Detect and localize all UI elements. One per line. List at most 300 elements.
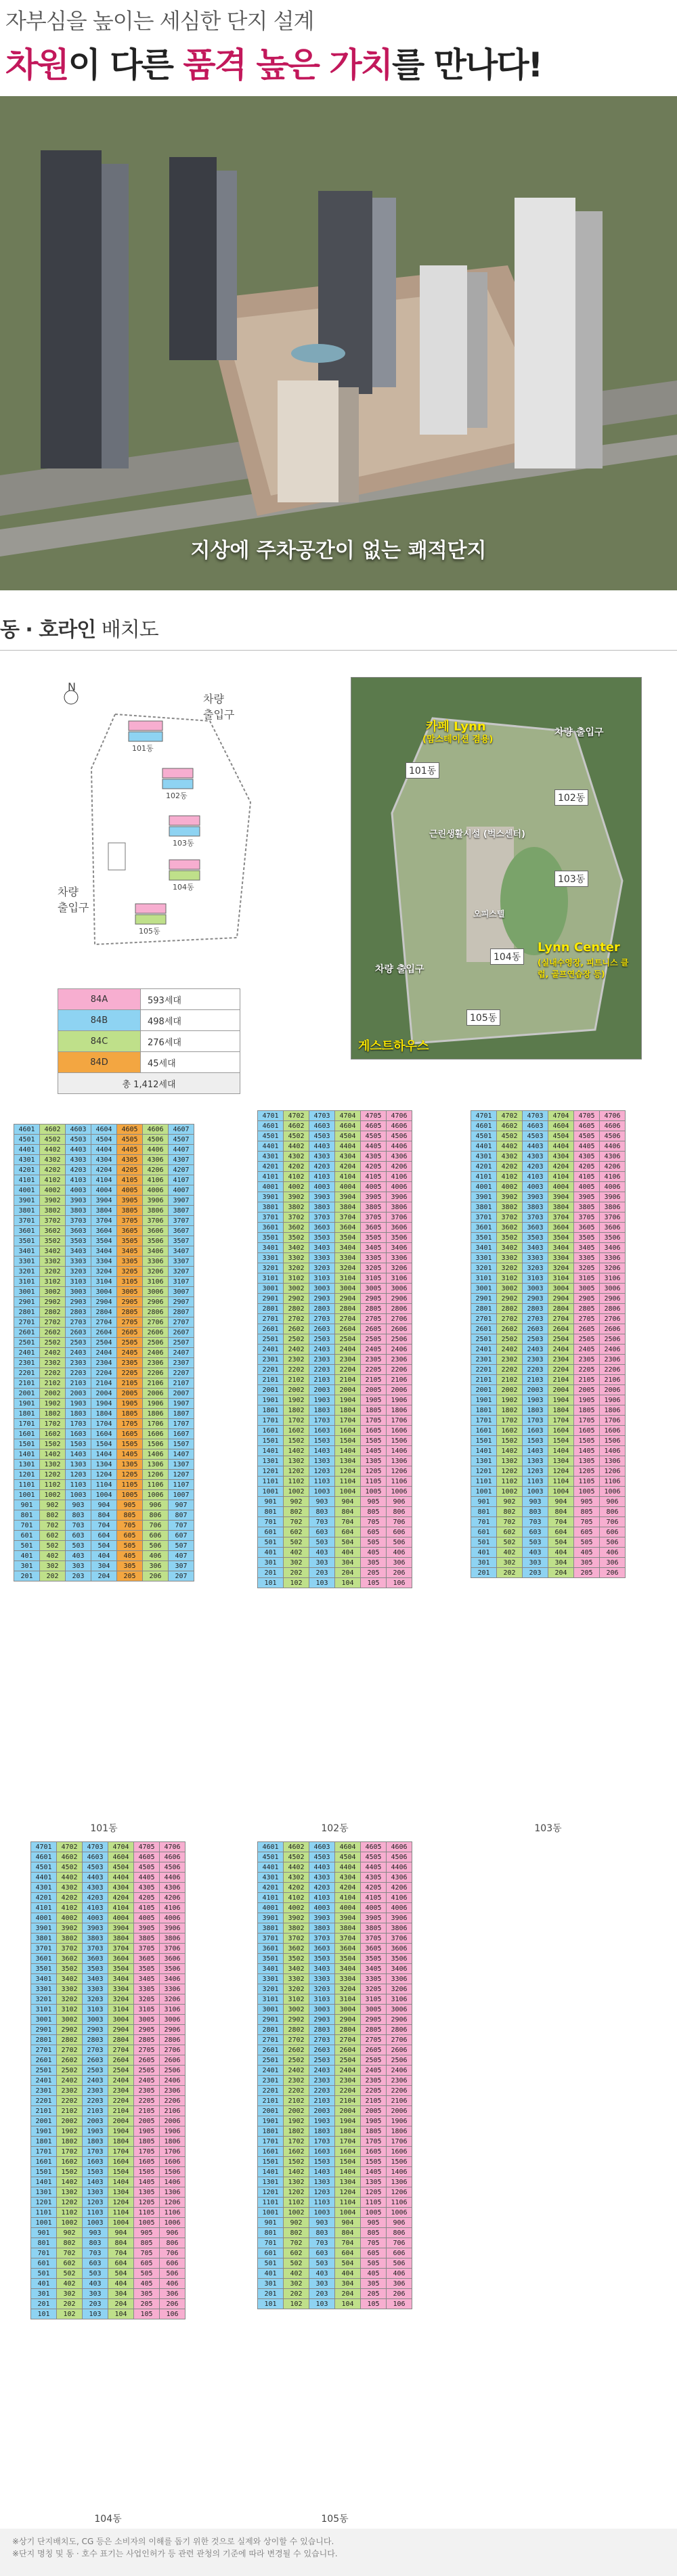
- unit-cell: 801: [258, 1507, 284, 1517]
- floor-row: [258, 2086, 412, 2096]
- unit-cell: 2804: [335, 1304, 361, 1314]
- footer-note-2: ※단지 명칭 및 동 · 호수 표기는 사업인허가 등 관련 관청의 기준에 따라 변경될 수 있습니다.: [12, 2549, 338, 2558]
- unit-cell: 1206: [387, 2187, 412, 2198]
- unit-cell: 2406: [600, 1345, 626, 1355]
- unit-cell: 4205: [134, 1893, 160, 1903]
- unit-cell: 2204: [108, 2096, 134, 2106]
- floor-row: [14, 1429, 194, 1439]
- unit-cell: 1007: [169, 1490, 194, 1500]
- unit-cell: 3502: [40, 1236, 66, 1246]
- unit-cell: 4405: [117, 1145, 143, 1155]
- floor-row: [31, 2309, 185, 2319]
- unit-cell: 4305: [134, 1883, 160, 1893]
- unit-cell: 4307: [169, 1155, 194, 1165]
- unit-cell: 2006: [160, 2116, 185, 2126]
- unit-cell: 3404: [335, 1964, 361, 1974]
- unit-cell: 505: [117, 1541, 143, 1551]
- unit-cell: 3604: [335, 1944, 361, 1954]
- unit-cell: 2402: [40, 1348, 66, 1358]
- unit-cell: 4504: [548, 1131, 574, 1141]
- unit-cell: 1402: [284, 1446, 309, 1456]
- unit-cell: 1202: [40, 1470, 66, 1480]
- floor-row: [31, 2238, 185, 2248]
- unit-cell: 2401: [31, 2076, 57, 2086]
- floor-row: [258, 1141, 412, 1152]
- unit-cell: 3402: [284, 1243, 309, 1253]
- unit-cell: 2002: [284, 1385, 309, 1395]
- unit-cell: 4102: [284, 1172, 309, 1182]
- subtitle: 자부심을 높이는 세심한 단지 설계: [5, 8, 314, 34]
- unit-cell: 201: [258, 2289, 284, 2299]
- unit-cell: 3206: [387, 1263, 412, 1273]
- unit-cell: 3102: [284, 1994, 309, 2005]
- unit-cell: 3205: [361, 1984, 387, 1994]
- unit-cell: 1707: [169, 1419, 194, 1429]
- unit-cell: 402: [284, 2269, 309, 2279]
- unit-cell: 3002: [57, 2015, 83, 2025]
- unit-cell: 3402: [497, 1243, 523, 1253]
- unit-cell: 4706: [387, 1111, 412, 1121]
- footer-notes: [0, 2529, 677, 2576]
- unit-cell: 4306: [600, 1152, 626, 1162]
- unit-cell: 1503: [66, 1439, 91, 1449]
- unit-cell: 605: [361, 2248, 387, 2258]
- unit-cell: 906: [600, 1497, 626, 1507]
- unit-cell: 1705: [574, 1416, 600, 1426]
- unit-cell: 4606: [160, 1852, 185, 1862]
- unit-cell: 1805: [134, 2137, 160, 2147]
- unit-cell: 1703: [83, 2147, 108, 2157]
- unit-cell: 1904: [548, 1395, 574, 1405]
- unit-cell: 2202: [57, 2096, 83, 2106]
- unit-cell: 203: [66, 1571, 91, 1581]
- unit-cell: 404: [91, 1551, 117, 1561]
- unit-cell: 602: [284, 1527, 309, 1537]
- unit-cell: 901: [471, 1497, 497, 1507]
- unit-cell: 1301: [258, 1456, 284, 1466]
- unit-cell: 2603: [309, 1324, 335, 1334]
- floor-row: [31, 2005, 185, 2015]
- floor-row: [258, 1497, 412, 1507]
- unit-cell: 605: [117, 1531, 143, 1541]
- unit-cell: 2304: [335, 1355, 361, 1365]
- unit-cell: 1004: [335, 2208, 361, 2218]
- unit-cell: 301: [471, 1558, 497, 1568]
- unit-cell: 802: [284, 1507, 309, 1517]
- unit-cell: 4704: [108, 1842, 134, 1852]
- unit-cell: 2406: [143, 1348, 169, 1358]
- unit-cell: 1203: [66, 1470, 91, 1480]
- unit-cell: 307: [169, 1561, 194, 1571]
- unit-cell: 4005: [134, 1913, 160, 1923]
- unit-cell: 1303: [309, 1456, 335, 1466]
- unit-cell: 1403: [83, 2177, 108, 2187]
- unit-cell: 1304: [335, 1456, 361, 1466]
- unit-cell: 1203: [523, 1466, 548, 1477]
- unit-cell: 2104: [335, 1375, 361, 1385]
- unit-cell: 3405: [361, 1243, 387, 1253]
- unit-cell: 4004: [335, 1903, 361, 1913]
- unit-cell: 3706: [160, 1944, 185, 1954]
- unit-cell: 805: [574, 1507, 600, 1517]
- unit-cell: 3504: [335, 1233, 361, 1243]
- unit-cell: 706: [143, 1521, 169, 1531]
- legend-type: 84B: [58, 1010, 141, 1031]
- unit-cell: 506: [387, 2258, 412, 2269]
- unit-cell: 1801: [258, 2126, 284, 2137]
- unit-cell: 1505: [361, 2157, 387, 2167]
- unit-cell: 4605: [574, 1121, 600, 1131]
- unit-cell: 603: [309, 2248, 335, 2258]
- unit-cell: 3906: [387, 1913, 412, 1923]
- unit-cell: 4006: [600, 1182, 626, 1192]
- unit-cell: 703: [523, 1517, 548, 1527]
- floor-row: [471, 1558, 626, 1568]
- unit-cell: 3101: [258, 1994, 284, 2005]
- unit-cell: 4501: [258, 1852, 284, 1862]
- unit-cell: 3503: [66, 1236, 91, 1246]
- unit-cell: 1104: [548, 1477, 574, 1487]
- floor-row: [258, 1111, 412, 1121]
- unit-cell: 4402: [40, 1145, 66, 1155]
- unit-cell: 2101: [14, 1378, 40, 1389]
- unit-cell: 3802: [284, 1202, 309, 1213]
- unit-cell: 2502: [284, 1334, 309, 1345]
- unit-cell: 1404: [108, 2177, 134, 2187]
- unit-cell: 207: [169, 1571, 194, 1581]
- floor-row: [14, 1317, 194, 1328]
- floor-row: [31, 2187, 185, 2198]
- floor-row: [258, 2005, 412, 2015]
- unit-cell: 901: [31, 2228, 57, 2238]
- unit-cell: 2603: [83, 2055, 108, 2066]
- unit-cell: 4406: [387, 1141, 412, 1152]
- unit-cell: 4404: [335, 1862, 361, 1873]
- unit-cell: 3201: [258, 1984, 284, 1994]
- unit-cell: 3702: [57, 1944, 83, 1954]
- unit-cell: 4204: [335, 1883, 361, 1893]
- unit-cell: 1901: [31, 2126, 57, 2137]
- floor-row: [14, 1490, 194, 1500]
- dong-102-block: [257, 1110, 412, 1834]
- unit-cell: 4704: [548, 1111, 574, 1121]
- floor-row: [31, 2198, 185, 2208]
- unit-cell: 3201: [31, 1994, 57, 2005]
- unit-cell: 802: [57, 2238, 83, 2248]
- unit-cell: 602: [57, 2258, 83, 2269]
- unit-cell: 1905: [134, 2126, 160, 2137]
- floor-row: [14, 1328, 194, 1338]
- unit-cell: 3803: [66, 1206, 91, 1216]
- unit-cell: 401: [258, 2269, 284, 2279]
- dong-104-name: 104동: [94, 2514, 122, 2525]
- unit-cell: 805: [134, 2238, 160, 2248]
- floor-row: [258, 2157, 412, 2167]
- unit-cell: 2101: [471, 1375, 497, 1385]
- unit-cell: 3706: [387, 1934, 412, 1944]
- unit-cell: 3607: [169, 1226, 194, 1236]
- unit-cell: 4502: [57, 1862, 83, 1873]
- unit-cell: 3106: [600, 1273, 626, 1284]
- unit-cell: 2602: [284, 2045, 309, 2055]
- unit-cell: 305: [134, 2289, 160, 2299]
- unit-cell: 4306: [160, 1883, 185, 1893]
- unit-cell: 3906: [387, 1192, 412, 1202]
- cafe-label: 카페 Lynn: [426, 720, 486, 734]
- unit-cell: 706: [600, 1517, 626, 1527]
- unit-cell: 2707: [169, 1317, 194, 1328]
- unit-cell: 2505: [134, 2066, 160, 2076]
- unit-cell: 1204: [548, 1466, 574, 1477]
- unit-cell: 4304: [335, 1873, 361, 1883]
- unit-cell: 3902: [497, 1192, 523, 1202]
- unit-cell: 505: [574, 1537, 600, 1548]
- unit-cell: 605: [574, 1527, 600, 1537]
- unit-cell: 2507: [169, 1338, 194, 1348]
- legend-row: [58, 1052, 240, 1073]
- unit-cell: 3901: [258, 1913, 284, 1923]
- unit-cell: 104: [335, 2299, 361, 2309]
- unit-cell: 102: [284, 1578, 309, 1588]
- unit-cell: 1506: [143, 1439, 169, 1449]
- unit-cell: 2801: [31, 2035, 57, 2045]
- unit-cell: 2501: [258, 1334, 284, 1345]
- unit-cell: 2106: [387, 2096, 412, 2106]
- unit-cell: 2601: [14, 1328, 40, 1338]
- unit-cell: 306: [160, 2289, 185, 2299]
- unit-cell: 3802: [57, 1934, 83, 1944]
- floor-row: [14, 1338, 194, 1348]
- unit-cell: 201: [471, 1568, 497, 1578]
- floor-row: [258, 1568, 412, 1578]
- unit-cell: 4405: [574, 1141, 600, 1152]
- unit-cell: 2705: [134, 2045, 160, 2055]
- floor-row: [258, 1233, 412, 1243]
- floor-row: [258, 2055, 412, 2066]
- floor-row: [258, 1852, 412, 1862]
- unit-cell: 402: [40, 1551, 66, 1561]
- unit-cell: 4202: [40, 1165, 66, 1175]
- floor-row: [31, 2258, 185, 2269]
- unit-cell: 4604: [335, 1121, 361, 1131]
- floor-row: [258, 1324, 412, 1334]
- unit-cell: 2307: [169, 1358, 194, 1368]
- unit-cell: 1501: [258, 1436, 284, 1446]
- unit-cell: 1006: [600, 1487, 626, 1497]
- unit-cell: 3104: [335, 1273, 361, 1284]
- unit-cell: 203: [309, 1568, 335, 1578]
- unit-cell: 603: [523, 1527, 548, 1537]
- floor-row: [14, 1510, 194, 1521]
- unit-cell: 3104: [108, 2005, 134, 2015]
- unit-cell: 2006: [387, 1385, 412, 1395]
- unit-cell: 2005: [117, 1389, 143, 1399]
- guesthouse-label: 게스트하우스: [358, 1039, 429, 1053]
- unit-cell: 1905: [361, 2116, 387, 2126]
- unit-cell: 3101: [14, 1277, 40, 1287]
- unit-cell: 4501: [471, 1131, 497, 1141]
- unit-cell: 2805: [361, 1304, 387, 1314]
- unit-cell: 2007: [169, 1389, 194, 1399]
- unit-cell: 3403: [309, 1964, 335, 1974]
- unit-cell: 1207: [169, 1470, 194, 1480]
- unit-cell: 3806: [387, 1202, 412, 1213]
- unit-cell: 4106: [387, 1893, 412, 1903]
- unit-cell: 3306: [600, 1253, 626, 1263]
- unit-cell: 3101: [31, 2005, 57, 2015]
- unit-cell: 805: [117, 1510, 143, 1521]
- unit-cell: 2704: [548, 1314, 574, 1324]
- floor-row: [471, 1284, 626, 1294]
- unit-cell: 3606: [387, 1944, 412, 1954]
- floor-row: [14, 1460, 194, 1470]
- floor-row: [258, 1152, 412, 1162]
- unit-cell: 2505: [361, 1334, 387, 1345]
- unit-cell: 4505: [574, 1131, 600, 1141]
- unit-cell: 1601: [258, 2147, 284, 2157]
- unit-cell: 605: [361, 1527, 387, 1537]
- unit-cell: 1002: [57, 2218, 83, 2228]
- aerial-dong-101: 101동: [406, 762, 439, 779]
- unit-cell: 904: [548, 1497, 574, 1507]
- unit-cell: 3301: [14, 1257, 40, 1267]
- unit-cell: 4506: [387, 1131, 412, 1141]
- unit-cell: 3207: [169, 1267, 194, 1277]
- legend-type: 84D: [58, 1052, 141, 1073]
- unit-cell: 802: [284, 2228, 309, 2238]
- unit-cell: 2205: [134, 2096, 160, 2106]
- unit-cell: 3806: [143, 1206, 169, 1216]
- unit-cell: 3505: [134, 1964, 160, 1974]
- unit-cell: 106: [160, 2309, 185, 2319]
- unit-cell: 4503: [523, 1131, 548, 1141]
- unit-cell: 405: [361, 1548, 387, 1558]
- unit-cell: 3506: [160, 1964, 185, 1974]
- unit-cell: 102: [284, 2299, 309, 2309]
- floor-row: [258, 1923, 412, 1934]
- unit-cell: 1205: [361, 2187, 387, 2198]
- floor-row: [258, 2126, 412, 2137]
- unit-cell: 1904: [91, 1399, 117, 1409]
- unit-cell: 1703: [309, 2137, 335, 2147]
- unit-cell: 3605: [574, 1223, 600, 1233]
- unit-cell: 1406: [143, 1449, 169, 1460]
- unit-cell: 3004: [91, 1287, 117, 1297]
- unit-cell: 3404: [548, 1243, 574, 1253]
- unit-cell: 4303: [523, 1152, 548, 1162]
- unit-cell: 305: [574, 1558, 600, 1568]
- officetel-label: 오피스텔: [473, 909, 505, 919]
- unit-cell: 2603: [309, 2045, 335, 2055]
- unit-cell: 204: [91, 1571, 117, 1581]
- unit-cell: 4601: [258, 1121, 284, 1131]
- unit-cell: 3603: [523, 1223, 548, 1233]
- unit-cell: 4207: [169, 1165, 194, 1175]
- floor-row: [258, 2238, 412, 2248]
- floor-row: [31, 1862, 185, 1873]
- unit-cell: 4506: [387, 1852, 412, 1862]
- unit-cell: 2206: [387, 1365, 412, 1375]
- unit-cell: 1902: [40, 1399, 66, 1409]
- unit-cell: 1105: [361, 2198, 387, 2208]
- unit-cell: 1403: [523, 1446, 548, 1456]
- unit-cell: 4103: [309, 1893, 335, 1903]
- unit-cell: 1004: [548, 1487, 574, 1497]
- floor-row: [471, 1182, 626, 1192]
- floor-row: [258, 1395, 412, 1405]
- unit-cell: 4005: [117, 1185, 143, 1196]
- unit-cell: 4006: [143, 1185, 169, 1196]
- unit-cell: 1901: [471, 1395, 497, 1405]
- unit-cell: 2207: [169, 1368, 194, 1378]
- unit-cell: 4206: [143, 1165, 169, 1175]
- unit-cell: 2806: [143, 1307, 169, 1317]
- unit-cell: 504: [335, 2258, 361, 2269]
- unit-cell: 1704: [548, 1416, 574, 1426]
- unit-cell: 3303: [66, 1257, 91, 1267]
- unit-cell: 3505: [361, 1233, 387, 1243]
- unit-cell: 3305: [134, 1984, 160, 1994]
- unit-cell: 1004: [91, 1490, 117, 1500]
- unit-cell: 2602: [284, 1324, 309, 1334]
- unit-cell: 2606: [160, 2055, 185, 2066]
- unit-cell: 1701: [258, 2137, 284, 2147]
- unit-cell: 702: [284, 2238, 309, 2248]
- unit-cell: 3102: [497, 1273, 523, 1284]
- unit-cell: 3803: [523, 1202, 548, 1213]
- unit-cell: 2203: [83, 2096, 108, 2106]
- unit-cell: 506: [160, 2269, 185, 2279]
- unit-cell: 4402: [284, 1862, 309, 1873]
- floor-row: [258, 2228, 412, 2238]
- unit-cell: 1603: [309, 1426, 335, 1436]
- unit-cell: 604: [548, 1527, 574, 1537]
- unit-cell: 4502: [40, 1135, 66, 1145]
- unit-cell: 2906: [387, 1294, 412, 1304]
- unit-cell: 2405: [134, 2076, 160, 2086]
- unit-cell: 3001: [258, 1284, 284, 1294]
- unit-cell: 2605: [361, 2045, 387, 2055]
- floor-row: [471, 1426, 626, 1436]
- unit-cell: 2501: [471, 1334, 497, 1345]
- unit-cell: 1605: [134, 2157, 160, 2167]
- unit-cell: 2302: [284, 1355, 309, 1365]
- unit-cell: 303: [523, 1558, 548, 1568]
- unit-cell: 2606: [143, 1328, 169, 1338]
- floor-row: [471, 1507, 626, 1517]
- unit-cell: 4001: [258, 1182, 284, 1192]
- unit-cell: 1301: [471, 1456, 497, 1466]
- unit-cell: 3805: [134, 1934, 160, 1944]
- unit-cell: 4706: [600, 1111, 626, 1121]
- unit-cell: 2102: [284, 1375, 309, 1385]
- unit-cell: 4202: [497, 1162, 523, 1172]
- unit-cell: 2102: [497, 1375, 523, 1385]
- unit-cell: 3605: [361, 1223, 387, 1233]
- unit-cell: 3301: [31, 1984, 57, 1994]
- unit-cell: 4303: [66, 1155, 91, 1165]
- unit-cell: 302: [284, 1558, 309, 1568]
- main-title: [5, 38, 672, 87]
- unit-cell: 2104: [548, 1375, 574, 1385]
- unit-cell: 2506: [387, 1334, 412, 1345]
- unit-cell: 903: [309, 2218, 335, 2228]
- unit-cell: 1903: [66, 1399, 91, 1409]
- section-title-bold: 동 · 호라인: [0, 618, 96, 642]
- unit-cell: 2404: [335, 2066, 361, 2076]
- unit-cell: 1503: [309, 1436, 335, 1446]
- dong-102-table: [257, 1110, 412, 1588]
